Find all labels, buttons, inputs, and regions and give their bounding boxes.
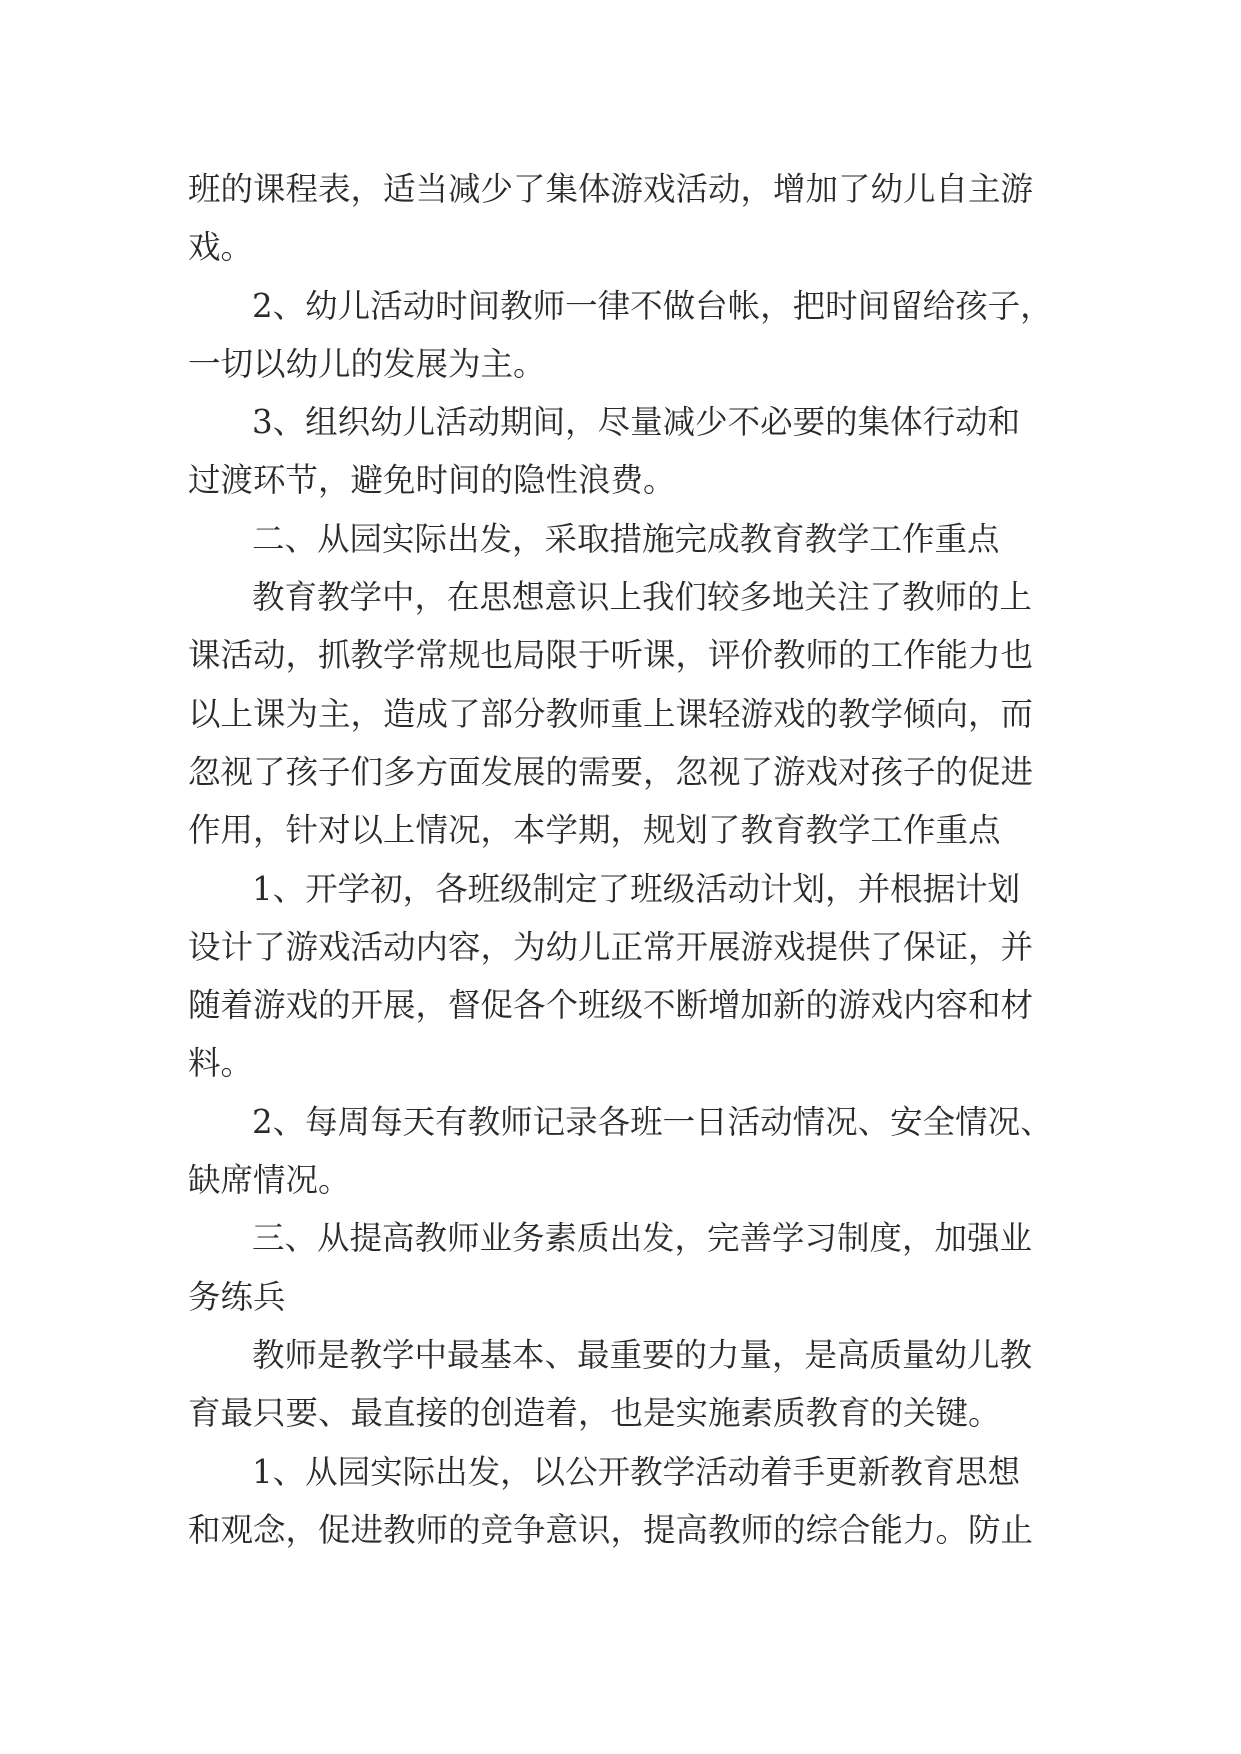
text-line: 设计了游戏活动内容，为幼儿正常开展游戏提供了保证，并 xyxy=(188,927,1034,966)
text-line: 1、开学初，各班级制定了班级活动计划，并根据计划 xyxy=(252,869,1021,908)
text-line: 料。 xyxy=(188,1044,254,1083)
text-line: 教育教学中，在思想意识上我们较多地关注了教师的上 xyxy=(252,578,1033,617)
text-line: 随着游戏的开展，督促各个班级不断增加新的游戏内容和材 xyxy=(188,986,1034,1025)
text-line: 和观念，促进教师的竞争意识，提高教师的综合能力。防止 xyxy=(188,1510,1034,1549)
text-line: 戏。 xyxy=(188,228,254,267)
document-body xyxy=(188,160,1063,1559)
text-line: 课活动，抓教学常规也局限于听课，评价教师的工作能力也 xyxy=(188,636,1034,675)
text-line: 3、组织幼儿活动期间，尽量减少不必要的集体行动和 xyxy=(252,403,1021,442)
text-line: 务练兵 xyxy=(188,1277,286,1316)
text-line: 教师是教学中最基本、最重要的力量，是高质量幼儿教 xyxy=(252,1335,1033,1374)
text-line: 一切以幼儿的发展为主。 xyxy=(188,344,546,383)
text-line: 过渡环节，避免时间的隐性浪费。 xyxy=(188,461,676,500)
text-line: 1、从园实际出发，以公开教学活动着手更新教育思想 xyxy=(252,1452,1021,1491)
text-line: 育最只要、最直接的创造着，也是实施素质教育的关键。 xyxy=(188,1394,1001,1433)
text-line: 作用，针对以上情况，本学期，规划了教育教学工作重点 xyxy=(188,811,1001,850)
text-line: 2、幼儿活动时间教师一律不做台帐，把时间留给孩子， xyxy=(252,286,1053,325)
text-line: 2、每周每天有教师记录各班一日活动情况、安全情况、 xyxy=(252,1102,1053,1141)
text-line: 三、从提高教师业务素质出发，完善学习制度，加强业 xyxy=(252,1219,1033,1258)
text-line: 二、从园实际出发，采取措施完成教育教学工作重点 xyxy=(252,519,1000,558)
text-line: 缺席情况。 xyxy=(188,1161,351,1200)
text-line: 班的课程表，适当减少了集体游戏活动，增加了幼儿自主游 xyxy=(188,170,1034,208)
text-line: 忽视了孩子们多方面发展的需要，忽视了游戏对孩子的促进 xyxy=(188,752,1034,791)
text-line: 以上课为主，造成了部分教师重上课轻游戏的教学倾向，而 xyxy=(188,694,1034,733)
